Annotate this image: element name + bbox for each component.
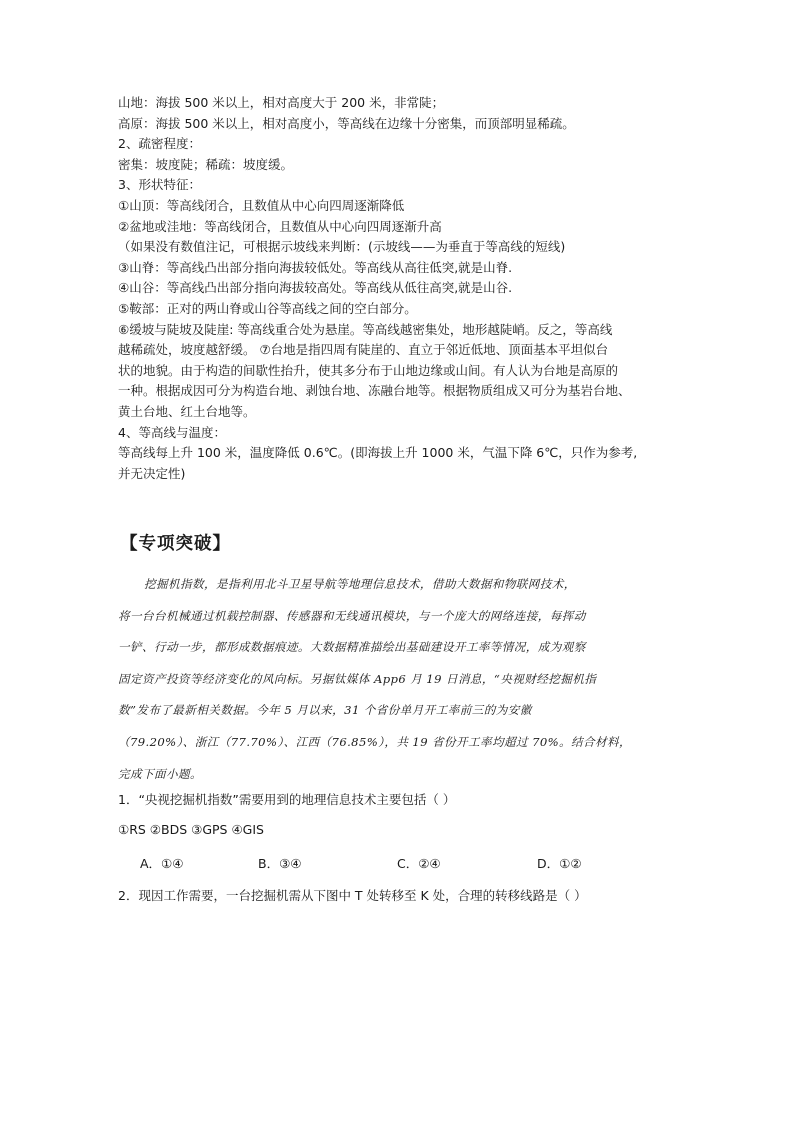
note-line: 越稀疏处，坡度越舒缓。 ⑦台地是指四周有陡崖的、直立于邻近低地、顶面基本平坦似台 — [118, 342, 609, 358]
note-line: 一种。根据成因可分为构造台地、剥蚀台地、冻融台地等。根据物质组成又可分为基岩台地、 — [118, 383, 631, 399]
note-line: 并无决定性) — [118, 465, 186, 481]
material-line: 挖掘机指数，是指利用北斗卫星导航等地理信息技术，借助大数据和物联网技术， — [144, 577, 576, 591]
note-line: ⑥缓坡与陡坡及陡崖: 等高线重合处为悬崖。等高线越密集处，地形越陡峭。反之，等高线 — [118, 321, 613, 337]
note-line: 高原：海拔 500 米以上，相对高度小，等高线在边缘十分密集，而顶部明显稀疏。 — [118, 115, 575, 131]
note-line: ②盆地或洼地：等高线闭合，且数值从中心向四周逐渐升高 — [118, 218, 442, 234]
material-line: 固定资产投资等经济变化的风向标。另据钛媒体 App6 月 19 日消息，“央视财经挖掘机指 — [118, 671, 597, 686]
note-line: ⑤鞍部：正对的两山脊或山谷等高线之间的空白部分。 — [118, 300, 417, 316]
question-1-option-a[interactable]: A．①④ — [140, 856, 184, 871]
reading-material — [118, 569, 690, 790]
note-line: ③山脊：等高线凸出部分指向海拔较低处。等高线从高往低突,就是山脊. — [118, 259, 513, 275]
note-line: 4、等高线与温度： — [118, 424, 226, 440]
note-line: 3、形状特征： — [118, 177, 201, 193]
section-heading: 【专项突破】 — [120, 534, 231, 554]
note-line: 密集：坡度陡；稀疏：坡度缓。 — [118, 156, 294, 172]
question-1-stem: 1．“央视挖掘机指数”需要用到的地理信息技术主要包括（ ） — [118, 792, 456, 807]
question-1-option-c[interactable]: C．②④ — [397, 856, 441, 871]
material-line: （79.20%）、浙江（77.70%）、江西（76.85%），共 19 省份开工率均超过 70%。结合材料， — [118, 734, 632, 749]
material-line: 一铲、行动一步，都形成数据痕迹。大数据精准描绘出基础建设开工率等情况，成为观察 — [118, 640, 586, 655]
material-line: 数”发布了最新相关数据。今年 5 月以来，31 个省份单月开工率前三的为安徽 — [118, 703, 532, 718]
note-line: 黄土台地、红土台地等。 — [118, 403, 256, 419]
note-line: （如果没有数值注记，可根据示坡线来判断：(示坡线——为垂直于等高线的短线) — [118, 239, 566, 255]
note-line: 山地：海拔 500 米以上，相对高度大于 200 米，非常陡； — [118, 95, 445, 110]
material-line: 将一台台机械通过机载控制器、传感器和无线通讯模块，与一个庞大的网络连接，每挥动 — [118, 608, 586, 623]
question-1-option-b[interactable]: B．③④ — [258, 856, 302, 871]
note-line: ①山顶：等高线闭合，且数值从中心向四周逐渐降低 — [118, 197, 405, 213]
question-1-option-d[interactable]: D．①② — [537, 856, 582, 871]
material-line: 完成下面小题。 — [118, 766, 202, 781]
note-line: 状的地貌。由于构造的间歇性抬升，使其多分布于山地边缘或山间。有人认为台地是高原的 — [118, 362, 619, 378]
question-1-items: ①RS ②BDS ③GPS ④GIS — [118, 822, 264, 837]
question-2-stem: 2．现因工作需要，一台挖掘机需从下图中 T 处转移至 K 处，合理的转移线路是（ ） — [118, 888, 587, 903]
note-line: ④山谷：等高线凸出部分指向海拔较高处。等高线从低往高突,就是山谷. — [118, 280, 513, 296]
note-line: 2、疏密程度： — [118, 136, 201, 152]
contour-notes — [118, 93, 690, 484]
note-line: 等高线每上升 100 米，温度降低 0.6℃。(即海拔上升 1000 米，气温下降 6℃，只作为参考, — [118, 445, 638, 461]
